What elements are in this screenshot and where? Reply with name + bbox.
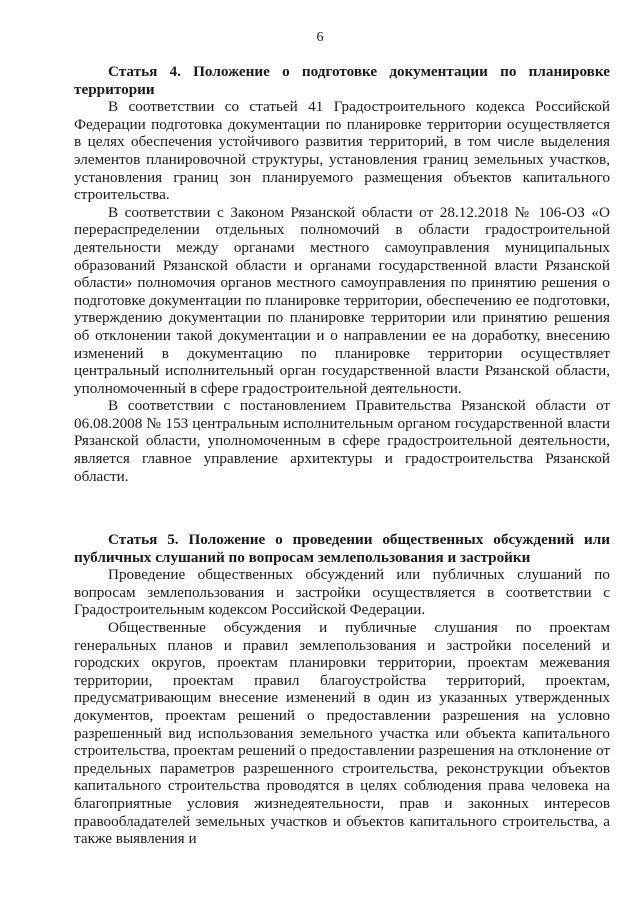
article-5-paragraph-1: Проведение общественных обсуждений или публичных слушаний по вопросам землепользования и застройки осуществляется в соответствии с Градостроительным кодексом Российской Федерации. (74, 566, 610, 619)
page-number: 6 (316, 30, 324, 45)
article-5-section (74, 531, 610, 848)
article-4-section (74, 63, 610, 485)
article-4-paragraph-3: В соответствии с постановлением Правительства Рязанской области от 06.08.2008 № 153 центральным исполнительным органом государственной власти Рязанской области, уполномоченным в сфере градостроительной деятельности, является главное управление архитектуры и градостроительства Рязанской области. (74, 397, 610, 485)
article-4-paragraph-1: В соответствии со статьей 41 Градостроительного кодекса Российской Федерации подготовка документации по планировке территории осуществляется в целях обеспечения устойчивого развития территорий, в том числе выделения элементов планировочной структуры, установления границ земельных участков, установления границ зон планируемого размещения объектов капитального строительства. (74, 98, 610, 204)
article-4-heading: Статья 4. Положение о подготовке документации по планировке территории (74, 63, 610, 98)
article-5-paragraph-2: Общественные обсуждения и публичные слушания по проектам генеральных планов и правил землепользования и застройки поселений и городских округов, проектам планировки территории, проектам межевания территории, проектам правил благоустройства территорий, проектам, предусматривающим внесение изменений в один из указанных утвержденных документов, проектам решений о предоставлении разрешения на условно разрешенный вид использования земельного участка или объекта капитального строительства, проектам решений о предоставлении разрешения на отклонение от предельных параметров разрешенного строительства, реконструкции объектов капитального строительства проводятся в целях соблюдения права человека на благоприятные условия жизнедеятельности, прав и законных интересов правообладателей земельных участков и объектов капитального строительства, а также выявления и (74, 618, 610, 848)
article-4-paragraph-2: В соответствии с Законом Рязанской области от 28.12.2018 № 106-ОЗ «О перераспределении отдельных полномочий в области градостроительной деятельности между органами местного самоуправления муниципальных образований Рязанской области и органами государственной власти Рязанской области» полномочия органов местного самоуправления по принятию решения о подготовке документации по планировке территории, обеспечению ее подготовки, утверждению документации по планировке территории или принятию решения об отклонении такой документации и о направлении ее на доработку, внесению изменений в документацию по планировке территории осуществляет центральный исполнительный орган государственной власти Рязанской области, уполномоченный в сфере градостроительной деятельности. (74, 203, 610, 397)
article-5-heading: Статья 5. Положение о проведении общественных обсуждений или публичных слушаний по вопросам землепользования и застройки (74, 531, 610, 566)
